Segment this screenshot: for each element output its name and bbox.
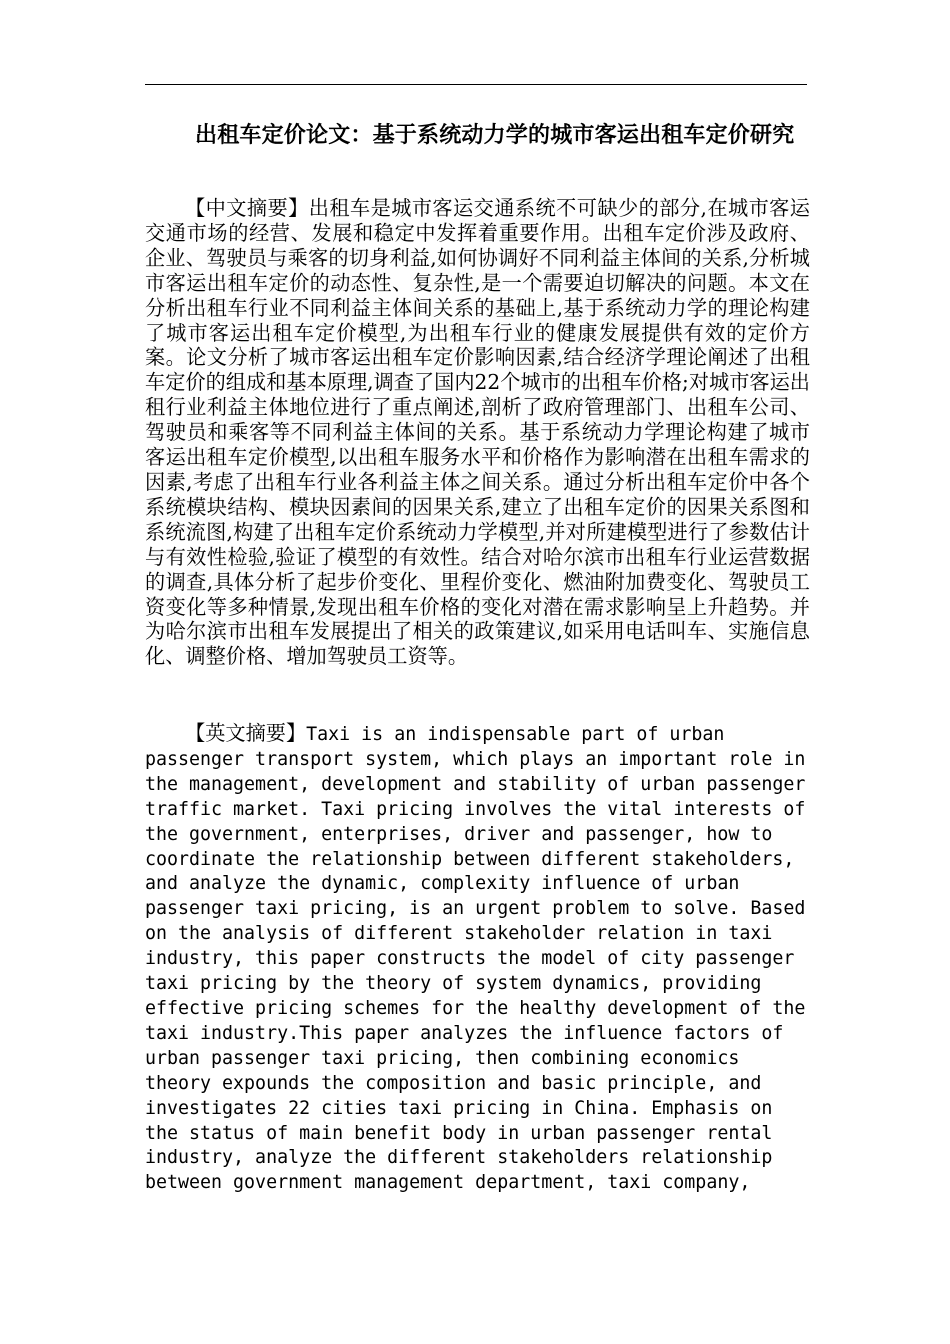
chinese-abstract-label: 【中文摘要】 [185, 196, 309, 220]
chinese-abstract [145, 196, 810, 669]
english-abstract [145, 721, 815, 1196]
chinese-abstract-text: 出租车是城市客运交通系统不可缺少的部分,在城市客运交通市场的经营、发展和稳定中发挥着重要作用。出租车定价涉及政府、企业、驾驶员与乘客的切身利益,如何协调好不同利益主体间的关系,分析城市客运出租车定价的动态性、复杂性,是一个需要迫切解决的问题。本文在分析出租车行业不同利益主体间关系的基础上,基于系统动力学的理论构建了城市客运出租车定价模型,为出租车行业的健康发展提供有效的定价方案。论文分析了城市客运出租车定价影响因素,结合经济学理论阐述了出租车定价的组成和基本原理,调查了国内22个城市的出租车价格;对城市客运出租行业利益主体地位进行了重点阐述,剖析了政府管理部门、出租车公司、驾驶员和乘客等不同利益主体间的关系。基于系统动力学理论构建了城市客运出租车定价模型,以出租车服务水平和价格作为影响潜在出租车需求的因素,考虑了出租车行业各利益主体之间关系。通过分析出租车定价中各个系统模块结构、模块因素间的因果关系,建立了出租车定价的因果关系图和系统流图,构建了出租车定价系统动力学模型,并对所建模型进行了参数估计与有效性检验,验证了模型的有效性。结合对哈尔滨市出租车行业运营数据的调查,具体分析了起步价变化、里程价变化、燃油附加费变化、驾驶员工资变化等多种情景,发现出租车价格的变化对潜在需求影响呈上升趋势。并为哈尔滨市出租车发展提出了相关的政策建议,如采用电话叫车、实施信息化、调整价格、增加驾驶员工资等。 [145, 196, 810, 669]
english-abstract-label: 【英文摘要】 [185, 721, 307, 745]
header-rule [145, 84, 807, 85]
page-title: 出租车定价论文：基于系统动力学的城市客运出租车定价研究 [195, 123, 795, 148]
english-abstract-text: Taxi is an indispensable part of urban passenger transport system, which plays an important role in the management, development and stability of urban passenger traffic market. Taxi pricing involves the vital interests of the government, enterprises, driver and passenger, how to coordinate the relationship between different stakeholders, and analyze the dynamic, complexity influence of urban passenger taxi pricing, is an urgent problem to solve. Based on the analysis of different stakeholder relation in taxi industry, this paper constructs the model of city passenger taxi pricing by the theory of system dynamics, providing effective pricing schemes for the healthy development of the taxi industry.This paper analyzes the influence factors of urban passenger taxi pricing, then combining economics theory expounds the composition and basic principle, and investigates 22 cities taxi pricing in China. Emphasis on the status of main benefit body in urban passenger rental industry, analyze the different stakeholders relationship between government management department, taxi company, [145, 724, 806, 1194]
